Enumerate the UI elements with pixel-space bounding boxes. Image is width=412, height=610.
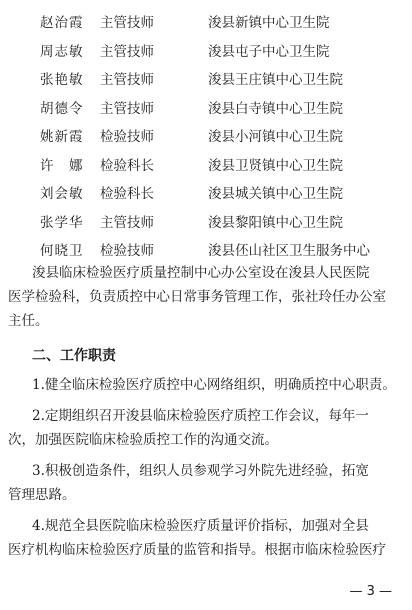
- member-title: 检验技师: [100, 129, 154, 145]
- member-name: 张学华: [40, 214, 84, 231]
- duty-item-2-line-2: 次，加强医院临床检验质控工作的沟通交流。: [8, 432, 278, 448]
- member-name: 胡德令: [40, 100, 84, 117]
- member-title: 主管技师: [100, 72, 154, 88]
- member-row: [40, 209, 400, 238]
- member-unit: 浚县卫贤镇中心卫生院: [208, 157, 343, 174]
- duty-item-4-line-1: 4.规范全县医院临床检验医疗质量评价指标，加强对全县: [32, 518, 369, 534]
- member-title: 检验科长: [100, 157, 154, 174]
- member-row: [40, 152, 400, 181]
- member-name: 刘会敏: [40, 186, 84, 202]
- member-name: 赵治霞: [40, 15, 84, 31]
- office-note-line-2: 医学检验科，负责质控中心日常事务管理工作，张社玲任办公室: [8, 289, 386, 305]
- duty-item-3-line-2: 管理思路。: [8, 487, 76, 503]
- duty-item-2-line-1: 2.定期组织召开浚县临床检验医疗质控工作会议，每年一: [32, 408, 369, 424]
- duty-item-1-line-1: 1.健全临床检验医疗质控中心网络组织，明确质控中心职责。: [32, 377, 396, 393]
- member-title: 主管技师: [100, 214, 154, 231]
- member-unit: 浚县小河镇中心卫生院: [208, 129, 343, 145]
- member-title: 检验科长: [100, 186, 154, 202]
- member-unit: 浚县黎阳镇中心卫生院: [208, 214, 343, 231]
- member-title: 主管技师: [100, 43, 154, 60]
- member-title: 主管技师: [100, 15, 154, 31]
- duty-item-3-line-1: 3.积极创造条件，组织人员参观学习外院先进经验，拓宽: [32, 463, 369, 479]
- member-list: [40, 9, 400, 266]
- member-unit: 浚县白寺镇中心卫生院: [208, 100, 343, 117]
- member-row: [40, 180, 400, 209]
- member-row: [40, 66, 400, 95]
- member-unit: 浚县新镇中心卫生院: [208, 15, 330, 31]
- duty-item-4-line-2: 医疗机构临床检验医疗质量的监管和指导。根据市临床检验医疗: [8, 542, 386, 558]
- member-title: 检验技师: [100, 243, 154, 259]
- member-row: [40, 38, 400, 67]
- page-number: — 3 —: [349, 584, 392, 599]
- member-row: [40, 9, 400, 38]
- office-note-line-3: 主任。: [8, 313, 49, 329]
- member-row: [40, 95, 400, 124]
- member-unit: 浚县屯子中心卫生院: [208, 43, 330, 60]
- member-name: 周志敏: [40, 43, 84, 60]
- office-note-line-1: 浚县临床检验医疗质量控制中心办公室设在浚县人民医院: [32, 265, 370, 281]
- member-name: 许 娜: [40, 157, 84, 174]
- member-unit: 浚县城关镇中心卫生院: [208, 186, 343, 202]
- member-row: [40, 123, 400, 152]
- member-title: 主管技师: [100, 100, 154, 117]
- member-name: 姚新霞: [40, 129, 84, 145]
- member-name: 何晓卫: [40, 243, 84, 259]
- section-heading-duties: 二、工作职责: [32, 348, 116, 364]
- member-unit: 浚县伾山社区卫生服务中心: [208, 243, 370, 259]
- member-name: 张艳敏: [40, 72, 84, 88]
- member-unit: 浚县王庄镇中心卫生院: [208, 72, 343, 88]
